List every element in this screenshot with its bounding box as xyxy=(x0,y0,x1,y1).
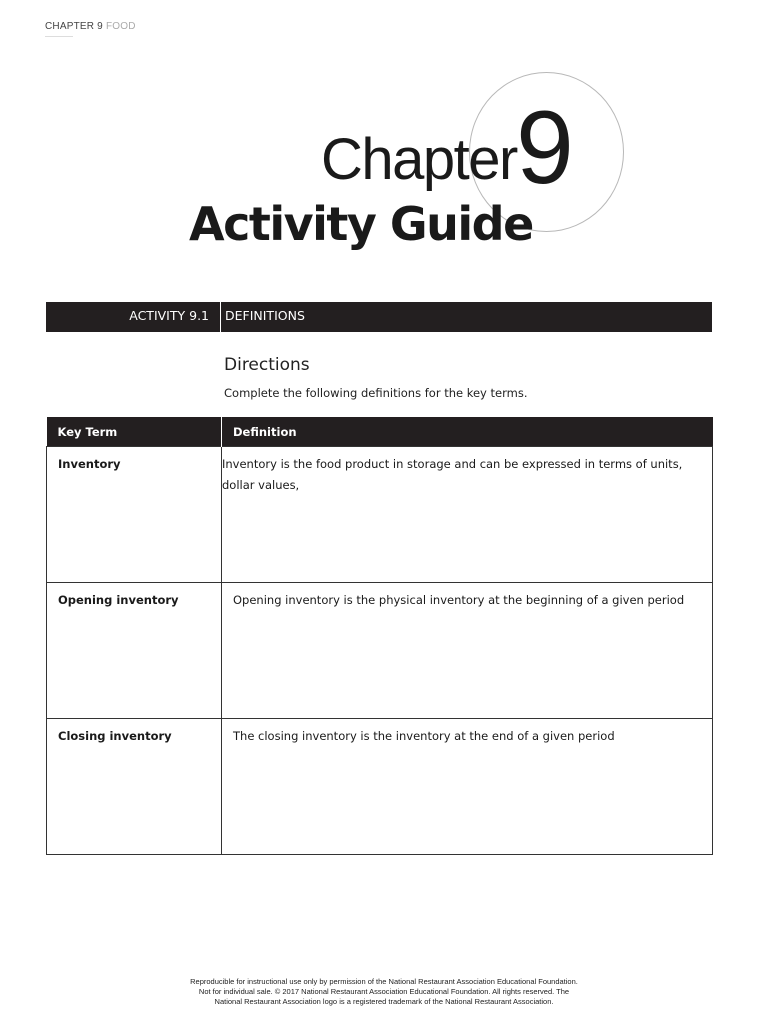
chapter-number: 9 xyxy=(516,90,574,206)
running-head xyxy=(45,21,136,32)
section-label: FOOD xyxy=(105,21,136,32)
definition-cell[interactable]: Inventory is the food product in storage and can be expressed in terms of units, dollar values, xyxy=(222,447,713,583)
header-definition: Definition xyxy=(222,417,713,447)
table-row xyxy=(47,719,713,855)
header-key-term: Key Term xyxy=(47,417,222,447)
footer-line: Reproducible for instructional use only by permission of the National Restaurant Association Educational Foundation. xyxy=(190,977,578,986)
activity-number: ACTIVITY 9.1 xyxy=(129,308,209,323)
footer-line: Not for individual sale. © 2017 National Restaurant Association Educational Foundation. All rights reserved. The xyxy=(198,987,570,996)
directions-heading: Directions xyxy=(224,355,310,375)
key-term-cell: Closing inventory xyxy=(47,719,222,855)
definition-cell[interactable]: The closing inventory is the inventory at the end of a given period xyxy=(222,719,713,855)
activity-name: DEFINITIONS xyxy=(225,308,305,323)
key-term-cell: Inventory xyxy=(47,447,222,583)
key-term-cell: Opening inventory xyxy=(47,583,222,719)
activity-divider xyxy=(220,302,221,332)
table-header-row xyxy=(47,417,713,447)
definitions-table xyxy=(46,417,713,855)
footer-line: National Restaurant Association logo is a registered trademark of the National Restaurant Association. xyxy=(214,997,554,1006)
copyright-footer xyxy=(0,977,768,1007)
chapter-label: CHAPTER 9 xyxy=(45,21,103,32)
activity-bar xyxy=(46,302,712,332)
table-row xyxy=(47,583,713,719)
definition-cell[interactable]: Opening inventory is the physical inventory at the beginning of a given period xyxy=(222,583,713,719)
chapter-word: Chapter xyxy=(321,127,517,192)
table-row xyxy=(47,447,713,583)
page-title: Activity Guide xyxy=(189,197,533,251)
directions-text: Complete the following definitions for the key terms. xyxy=(224,386,528,400)
running-head-rule xyxy=(45,36,73,37)
